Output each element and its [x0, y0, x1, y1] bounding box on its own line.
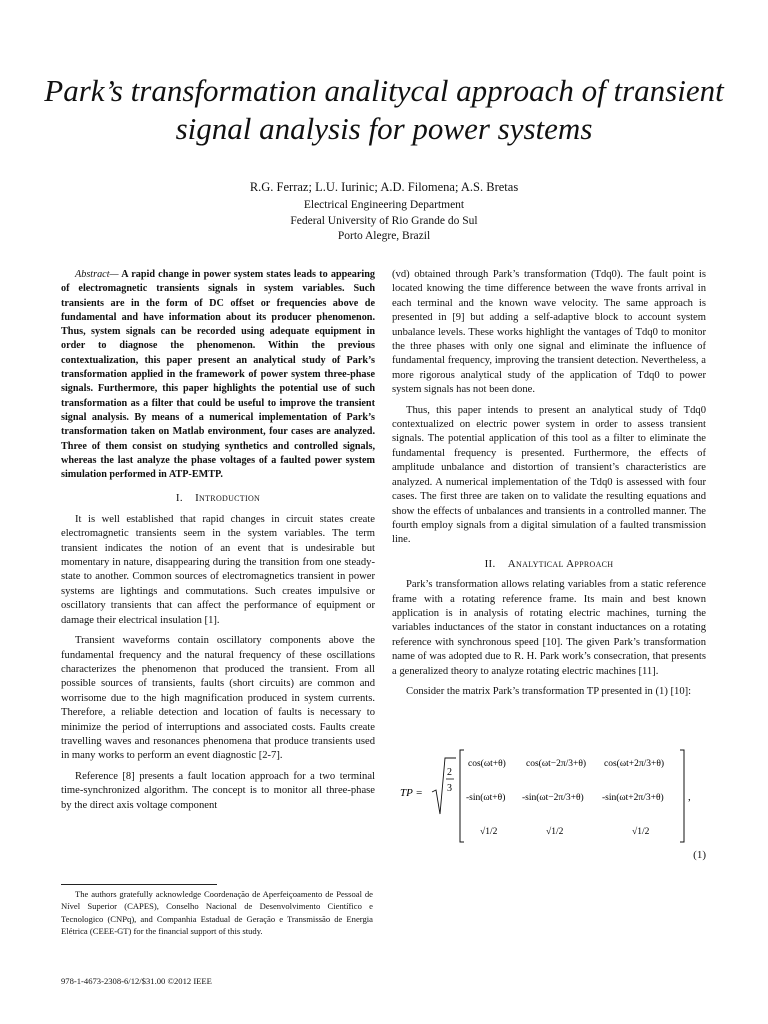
matrix-cell-r3c3: √1/2 [632, 827, 650, 837]
section-heading-analytical-approach: II. Analytical Approach [484, 557, 614, 570]
author-list: R.G. Ferraz; L.U. Iurinic; A.D. Filomena; A.S. Bretas [249, 180, 519, 194]
abstract [61, 268, 375, 482]
matrix-cell-r3c1: √1/2 [480, 827, 498, 837]
matrix-cell-r1c1: cos(ωt+θ) [468, 759, 506, 769]
factor-numerator: 2 [447, 767, 452, 778]
right-paragraph-2: Thus, this paper intends to present an analytical study of Tdq0 contextualized on electric power system in order to assess transient signals. The potential application of this tool as a filter to eliminate the fundamental frequency is presented. Furthermore, the effects of amplitude unbalance and distortion of transient’s characteristics are analyzed. A numerical implementation of the Tdq0 is assessed with four cases. The first three are taken on to validate the resulting equations and show the effects of unbalances and transients in a controlled manner. The fourth employ signals from a digital simulation of a faulted transmission line. [392, 404, 706, 546]
affiliation-department: Electrical Engineering Department [303, 199, 465, 211]
affiliation-university: Federal University of Rio Grande do Sul [290, 214, 478, 227]
intro-paragraph-3: Reference [8] presents a fault location approach for a two terminal time-synchronized algorithm. The concept is to monitor all three-phase by the direct axis voltage component [61, 770, 375, 811]
matrix-cell-r1c2: cos(ωt−2π/3+θ) [526, 759, 587, 769]
copyright-notice: 978-1-4673-2308-6/12/$31.00 ©2012 IEEE [61, 976, 212, 986]
intro-paragraph-2: Transient waveforms contain oscillatory components above the fundamental frequency and the natural frequency of these oscillations characterizes the phenomenon that produced the transient. From all possible sources of transients, faults (short circuits) are common and worrisome due to the high magnification produced in system currents. Therefore, a reliable detection and location of faults is necessary to minimize the period of interruptions and associated costs. Faults create travelling waves and resonances phenomena that produce transients used in many works to perform an event diagnostic [2-7]. [61, 635, 375, 762]
park-transformation-equation [392, 746, 706, 846]
section-heading-introduction: I. Introduction [175, 492, 261, 505]
matrix-cell-r3c2: √1/2 [546, 827, 564, 837]
left-column [61, 268, 375, 819]
right-paragraph-1: (vd) obtained through Park’s transformation (Tdq0). The fault point is located knowing the time difference between the wave fronts arrival in each terminal and the known wave velocity. The same approach is presented in [9] but adding a self-adaptive block to account system unbalance levels. These works highlight the vantages of Tdq0 to monitor the three phases with only one signal and eliminate the influence of fundamental frequency, improving the transient detection. Nevertheless, a more rigorous analytical study of the application of Tdq0 to power system signals has not been done. [392, 269, 706, 396]
left-bracket [460, 750, 464, 842]
matrix-cell-r2c3: -sin(ωt+2π/3+θ) [602, 793, 664, 803]
footnote-rule [61, 884, 217, 885]
footnote: The authors gratefully acknowledge Coordenação de Aperfeiçoamento de Pessoal de Nível Superior (CAPES), Conselho Nacional de Desenvolvimento Científico e Tecnologico (CNPq), and Companhia Estadual de Geração e Transmissão de Energia Elétrica (CEEE-GT) for the financial support of this study. [61, 889, 373, 936]
intro-paragraph-1: It is well established that rapid changes in circuit states create electromagnetic transients seem in the system variables. The term transient indicates the notion of an event that is undesirable but momentary in nature, disappearing during the transition from one steady-state to another. Common sources of electromagnetics transient in power systems are lightings and commutations. Such creates impulsive or oscillatory transients that can affect the performance of equipment or damage their electrical insulation [1]. [61, 513, 375, 626]
right-bracket [680, 750, 684, 842]
affiliation-city: Porto Alegre, Brazil [337, 230, 431, 242]
matrix-trailing-comma: , [688, 791, 691, 803]
equation-number: (1) [693, 849, 706, 861]
affiliation [0, 198, 768, 245]
right-paragraph-3: Park’s transformation allows relating variables from a static reference frame with a rotating reference frame. Its main and best known application is in analysis of rotating electric machines, turning the variables inductances of the stator in constant inductances on a rotating reference with synchronous speed [10]. The given Park’s transformation name of was adopted due to R. H. Park work’s consecration, that presents a generalized theory to analyze rotating electric machines [11]. [392, 579, 706, 677]
matrix-cell-r2c1: -sin(ωt+θ) [466, 793, 506, 803]
right-paragraph-4: Consider the matrix Park’s transformation TP presented in (1) [10]: [406, 685, 692, 697]
matrix-cell-r2c2: -sin(ωt−2π/3+θ) [522, 793, 584, 803]
matrix-cell-r1c3: cos(ωt+2π/3+θ) [604, 759, 665, 769]
sqrt-sign [432, 758, 456, 814]
factor-denominator: 3 [447, 783, 452, 794]
right-column [392, 268, 706, 878]
abstract-label: Abstract— [75, 269, 119, 280]
equation-lhs: TP = [400, 787, 423, 799]
paper-title: Park’s transformation analitycal approach of transient signal analysis for power systems [44, 73, 724, 146]
abstract-text: A rapid change in power system states leads to appearing of electromagnetic transients signals in system variables. Such transients are in the form of DC offset or frequencies above de fundamental and have information about its producer phenomenon. Thus, system signals can be recorded using adequate equipment in order to diagnose the phenomenon. Within the previous contextualization, this paper present an analytical study of Park’s transformation applied in the framework of power system three-phase signals. Furthermore, this paper highlights the potential use of such transformation as a filter that could be useful to improve the transient signal analysis. By means of a numerical implementation of Park’s transformation taken on Matlab environment, four cases are analyzed. Three of them consist on studying synthetics and controlled signals, whereas the last analyze the phase voltages of a faulted power system simulation performed in ATP-EMTP. [61, 269, 376, 481]
